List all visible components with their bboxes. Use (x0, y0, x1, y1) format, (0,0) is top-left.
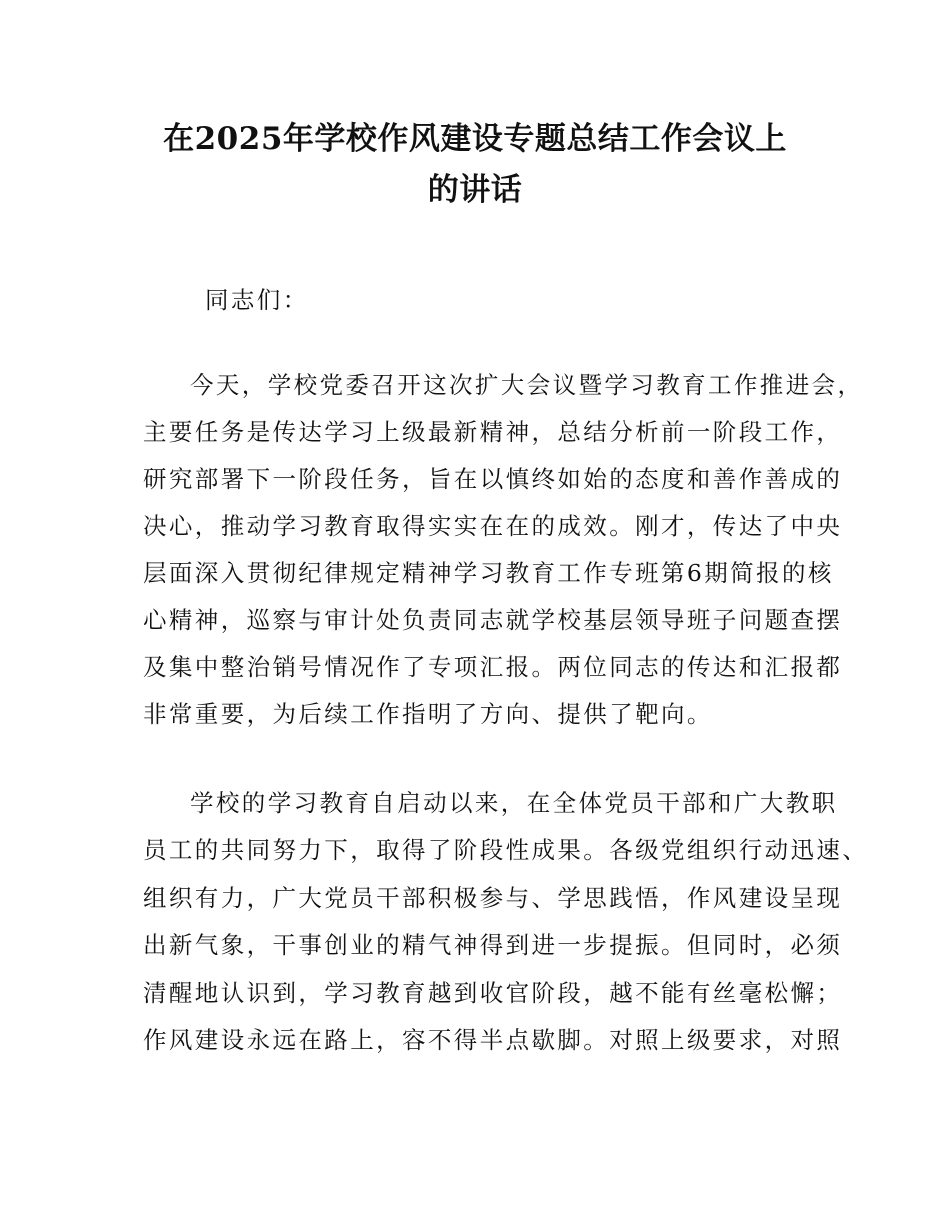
paragraph-line: 作风建设永远在路上，容不得半点歇脚。对照上级要求，对照 (143, 1026, 843, 1054)
paragraph-line: 决心，推动学习教育取得实实在在的成效。刚才，传达了中央 (143, 512, 843, 540)
paragraph-line: 及集中整治销号情况作了专项汇报。两位同志的传达和汇报都 (143, 653, 843, 681)
paragraph-line: 今天，学校党委召开这次扩大会议暨学习教育工作推进会， (190, 371, 864, 399)
paragraph-line: 学校的学习教育自启动以来，在全体党员干部和广大教职 (190, 789, 838, 817)
paragraph-line: 员工的共同努力下，取得了阶段性成果。各级党组织行动迅速、 (143, 836, 869, 864)
salutation: 同志们： (205, 286, 309, 314)
document-title-line-1: 在2025年学校作风建设专题总结工作会议上 (163, 121, 787, 157)
paragraph-line: 主要任务是传达学习上级最新精神，总结分析前一阶段工作， (143, 418, 843, 446)
paragraph-line: 心精神，巡察与审计处负责同志就学校基层领导班子问题查摆 (143, 606, 843, 634)
paragraph-line: 清醒地认识到，学习教育越到收官阶段，越不能有丝毫松懈； (143, 979, 843, 1007)
paragraph-line: 层面深入贯彻纪律规定精神学习教育工作专班第6期简报的核 (143, 559, 834, 587)
document-title-line-2: 的讲话 (427, 172, 523, 208)
paragraph-line: 研究部署下一阶段任务，旨在以慎终如始的态度和善作善成的 (143, 465, 843, 493)
paragraph-line: 出新气象，干事创业的精气神得到进一步提振。但同时，必须 (143, 931, 843, 959)
paragraph-line: 组织有力，广大党员干部积极参与、学思践悟，作风建设呈现 (143, 884, 843, 912)
paragraph-line: 非常重要，为后续工作指明了方向、提供了靶向。 (143, 700, 713, 728)
